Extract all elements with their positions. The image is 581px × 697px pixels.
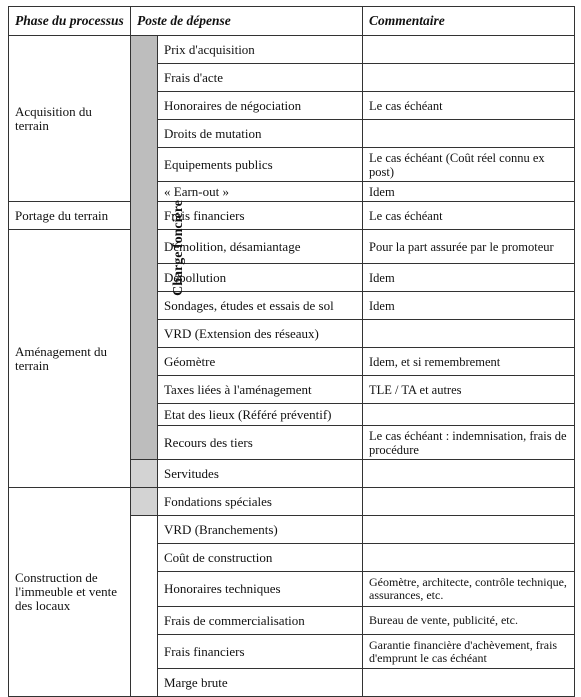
phase-amenagement: Aménagement du terrain [9,230,131,488]
row-commentaire: Idem [363,264,575,292]
header-poste: Poste de dépense [131,7,363,36]
row-commentaire: Bureau de vente, publicité, etc. [363,607,575,635]
row-poste: Fondations spéciales [158,488,363,516]
row-poste: Frais de commercialisation [158,607,363,635]
row-poste: Sondages, études et essais de sol [158,292,363,320]
grey-cell [131,488,158,516]
row-commentaire: Idem [363,292,575,320]
row-poste: VRD (Branchements) [158,516,363,544]
row-commentaire [363,516,575,544]
row-commentaire [363,669,575,697]
row-poste: Démolition, désamiantage [158,230,363,264]
row-commentaire [363,320,575,348]
row-commentaire: TLE / TA et autres [363,376,575,404]
row-commentaire [363,404,575,426]
table-row [9,36,575,64]
row-commentaire: Le cas échéant [363,92,575,120]
header-phase: Phase du processus [9,7,131,36]
table-row [9,488,575,516]
row-poste: Frais financiers [158,635,363,669]
row-commentaire: Le cas échéant : indemnisation, frais de procédure [363,426,575,460]
row-poste: Coût de construction [158,544,363,572]
row-commentaire [363,64,575,92]
header-commentaire: Commentaire [363,7,575,36]
row-poste: VRD (Extension des réseaux) [158,320,363,348]
row-poste: Géomètre [158,348,363,376]
table-row [9,230,575,264]
row-poste: Equipements publics [158,148,363,182]
row-poste: Prix d'acquisition [158,36,363,64]
row-poste: Etat des lieux (Référé préventif) [158,404,363,426]
row-commentaire: Pour la part assurée par le promoteur [363,230,575,264]
row-poste: Dépollution [158,264,363,292]
row-poste: Frais d'acte [158,64,363,92]
charge-fonciere-label: Charge foncière [170,200,186,296]
row-commentaire: Le cas échéant (Coût réel connu ex post) [363,148,575,182]
table-row [9,202,575,230]
row-poste: Recours des tiers [158,426,363,460]
row-poste: « Earn-out » [158,182,363,202]
row-poste: Marge brute [158,669,363,697]
row-poste: Taxes liées à l'aménagement [158,376,363,404]
row-commentaire [363,120,575,148]
row-commentaire: Le cas échéant [363,202,575,230]
row-poste: Honoraires de négociation [158,92,363,120]
row-poste: Honoraires techniques [158,572,363,607]
grey-cell [131,460,158,488]
row-commentaire: Idem [363,182,575,202]
row-commentaire: Garantie financière d'achèvement, frais d'emprunt le cas échéant [363,635,575,669]
cost-table [8,6,575,697]
row-commentaire: Idem, et si remembrement [363,348,575,376]
row-commentaire: Géomètre, architecte, contrôle technique, assurances, etc. [363,572,575,607]
row-poste: Frais financiers [158,202,363,230]
row-commentaire [363,36,575,64]
row-commentaire [363,544,575,572]
table-header-row [9,7,575,36]
phase-construction: Construction de l'immeuble et vente des locaux [9,488,131,697]
row-poste: Servitudes [158,460,363,488]
row-commentaire [363,488,575,516]
row-poste: Droits de mutation [158,120,363,148]
charge-fonciere-band [131,36,186,460]
blank-cell [131,516,158,697]
row-commentaire [363,460,575,488]
phase-acquisition: Acquisition du terrain [9,36,131,202]
phase-portage: Portage du terrain [9,202,131,230]
